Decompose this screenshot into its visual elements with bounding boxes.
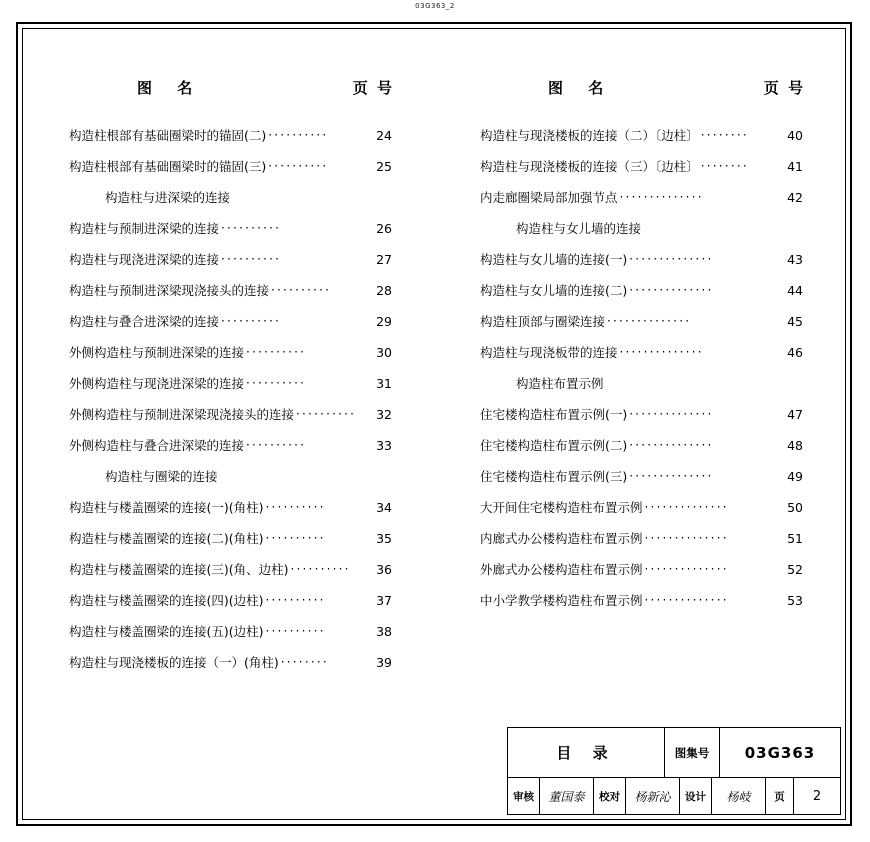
toc-entry[interactable] (41, 347, 416, 378)
title-block-row-bottom (508, 778, 840, 814)
toc-entry[interactable] (452, 533, 827, 564)
toc-entry-title: 构造柱与楼盖圈梁的连接(五)(边柱) (69, 624, 264, 639)
leader-dots: ·········· (265, 625, 326, 637)
toc-entry[interactable] (41, 223, 416, 254)
toc-entry[interactable] (452, 254, 827, 285)
leader-dots: ·········· (221, 253, 282, 265)
checker-signature: 杨新沁 (626, 778, 680, 814)
toc-section-heading (41, 192, 416, 223)
toc-entry-page: 36 (376, 562, 392, 577)
column-header-right (452, 77, 827, 98)
toc-entry-page: 40 (787, 128, 803, 143)
toc-entry-page: 48 (787, 438, 803, 453)
toc-entry-title: 构造柱与楼盖圈梁的连接(三)(角、边柱) (69, 562, 289, 577)
toc-entry-title: 外侧构造柱与预制进深梁的连接 (69, 345, 245, 360)
toc-entry-page: 52 (787, 562, 803, 577)
atlas-number-label: 图集号 (665, 728, 720, 777)
toc-entry-title: 内廊式办公楼构造柱布置示例 (480, 531, 643, 546)
leader-dots: ········ (280, 656, 329, 668)
toc-entry[interactable] (452, 502, 827, 533)
toc-entries-left (41, 130, 416, 688)
toc-entry[interactable] (452, 316, 827, 347)
toc-column-right (434, 29, 845, 819)
toc-entry[interactable] (41, 254, 416, 285)
toc-entry-page: 51 (787, 531, 803, 546)
leader-dots: ········ (700, 160, 749, 172)
toc-entry-page: 29 (376, 314, 392, 329)
page-top-label: 03G363_2 (415, 2, 455, 10)
toc-entry-title: 外侧构造柱与现浇进深梁的连接 (69, 376, 245, 391)
toc-entry-page: 33 (376, 438, 392, 453)
toc-entry-title: 构造柱与叠合进深梁的连接 (69, 314, 220, 329)
leader-dots: ·········· (268, 129, 329, 141)
toc-entry-title: 中小学教学楼构造柱布置示例 (480, 593, 643, 608)
toc-entry[interactable] (452, 347, 827, 378)
toc-entry-page: 35 (376, 531, 392, 546)
designer-label: 设计 (680, 778, 712, 814)
drawing-sheet-inner-border (22, 28, 846, 820)
toc-entry-page: 47 (787, 407, 803, 422)
toc-entry-title: 构造柱与现浇板带的连接 (480, 345, 618, 360)
leader-dots: ·············· (629, 470, 714, 482)
toc-entry-title: 构造柱与现浇进深梁的连接 (69, 252, 220, 267)
toc-entry-page: 46 (787, 345, 803, 360)
leader-dots: ·············· (619, 346, 704, 358)
leader-dots: ·············· (629, 284, 714, 296)
toc-entry[interactable] (41, 378, 416, 409)
toc-entry[interactable] (452, 161, 827, 192)
toc-entry-page: 27 (376, 252, 392, 267)
toc-entry-title: 构造柱与女儿墙的连接(二) (480, 283, 628, 298)
toc-entry[interactable] (41, 626, 416, 657)
toc-section-heading (452, 378, 827, 409)
toc-entry[interactable] (452, 595, 827, 626)
toc-entry-page: 53 (787, 593, 803, 608)
toc-entry[interactable] (41, 440, 416, 471)
toc-entry-page: 43 (787, 252, 803, 267)
toc-entry-title: 外侧构造柱与预制进深梁现浇接头的连接 (69, 407, 295, 422)
toc-entry-title: 外侧构造柱与叠合进深梁的连接 (69, 438, 245, 453)
toc-entry[interactable] (41, 533, 416, 564)
toc-entry-page: 42 (787, 190, 803, 205)
toc-section-title: 构造柱布置示例 (516, 376, 604, 391)
toc-entry[interactable] (41, 161, 416, 192)
leader-dots: ·········· (265, 501, 326, 513)
toc-entry-page: 32 (376, 407, 392, 422)
toc-entry-title: 构造柱与女儿墙的连接(一) (480, 252, 628, 267)
leader-dots: ·········· (290, 563, 351, 575)
leader-dots: ·············· (644, 501, 729, 513)
leader-dots: ·········· (246, 439, 307, 451)
toc-entry[interactable] (41, 316, 416, 347)
leader-dots: ·············· (607, 315, 692, 327)
leader-dots: ·············· (644, 563, 729, 575)
header-name-label: 图 名 (548, 79, 614, 97)
toc-entry-title: 构造柱与楼盖圈梁的连接(四)(边柱) (69, 593, 264, 608)
header-page-label: 页 号 (763, 79, 805, 97)
leader-dots: ·········· (246, 377, 307, 389)
document-title: 目 录 (508, 728, 665, 777)
toc-entry-title: 住宅楼构造柱布置示例(一) (480, 407, 628, 422)
toc-entry-page: 24 (376, 128, 392, 143)
toc-entry[interactable] (41, 409, 416, 440)
title-block (507, 727, 841, 815)
toc-entry[interactable] (41, 595, 416, 626)
toc-entries-right (452, 130, 827, 626)
toc-entry-page: 44 (787, 283, 803, 298)
toc-entry-page: 49 (787, 469, 803, 484)
leader-dots: ·········· (271, 284, 332, 296)
leader-dots: ·········· (296, 408, 357, 420)
leader-dots: ·············· (619, 191, 704, 203)
leader-dots: ·············· (644, 594, 729, 606)
toc-entry[interactable] (452, 440, 827, 471)
toc-section-heading (41, 471, 416, 502)
toc-column-left (23, 29, 434, 819)
toc-entry-title: 内走廊圈梁局部加强节点 (480, 190, 618, 205)
toc-entry-page: 41 (787, 159, 803, 174)
drawing-sheet-border (16, 22, 852, 826)
toc-entry[interactable] (41, 564, 416, 595)
reviewer-signature: 董国泰 (540, 778, 594, 814)
toc-entry-page: 37 (376, 593, 392, 608)
leader-dots: ·············· (629, 253, 714, 265)
toc-entry-title: 构造柱与楼盖圈梁的连接(一)(角柱) (69, 500, 264, 515)
leader-dots: ·········· (265, 594, 326, 606)
toc-entry-title: 构造柱与现浇楼板的连接（一）(角柱) (69, 655, 279, 670)
toc-entry-title: 构造柱与现浇楼板的连接（三）〔边柱〕 (480, 159, 699, 174)
leader-dots: ·········· (265, 532, 326, 544)
toc-entry-page: 25 (376, 159, 392, 174)
toc-entry-title: 外廊式办公楼构造柱布置示例 (480, 562, 643, 577)
toc-entry[interactable] (41, 285, 416, 316)
toc-entry-title: 构造柱与现浇楼板的连接（二）〔边柱〕 (480, 128, 699, 143)
toc-entry-title: 住宅楼构造柱布置示例(二) (480, 438, 628, 453)
toc-entry[interactable] (41, 502, 416, 533)
toc-entry[interactable] (41, 130, 416, 161)
toc-entry[interactable] (41, 657, 416, 688)
toc-entry-title: 构造柱顶部与圈梁连接 (480, 314, 606, 329)
leader-dots: ·············· (629, 439, 714, 451)
toc-entry[interactable] (452, 130, 827, 161)
toc-entry-page: 50 (787, 500, 803, 515)
atlas-number-value: 03G363 (744, 743, 816, 762)
toc-entry-title: 构造柱根部有基础圈梁时的锚固(三) (69, 159, 267, 174)
header-name-label: 图 名 (137, 79, 203, 97)
leader-dots: ·········· (268, 160, 329, 172)
toc-entry-page: 38 (376, 624, 392, 639)
toc-entry-page: 34 (376, 500, 392, 515)
leader-dots: ·············· (629, 408, 714, 420)
page-label: 页 (766, 778, 794, 814)
leader-dots: ·········· (221, 222, 282, 234)
toc-entry-page: 31 (376, 376, 392, 391)
toc-entry-title: 构造柱根部有基础圈梁时的锚固(二) (69, 128, 267, 143)
checker-label: 校对 (594, 778, 626, 814)
toc-entry-title: 构造柱与楼盖圈梁的连接(二)(角柱) (69, 531, 264, 546)
toc-entry-title: 大开间住宅楼构造柱布置示例 (480, 500, 643, 515)
toc-entry[interactable] (452, 409, 827, 440)
column-header-left (41, 77, 416, 98)
leader-dots: ·········· (246, 346, 307, 358)
toc-entry[interactable] (452, 471, 827, 502)
toc-entry[interactable] (452, 192, 827, 223)
title-block-row-top (508, 728, 840, 778)
leader-dots: ·············· (644, 532, 729, 544)
designer-signature: 杨岐 (712, 778, 766, 814)
toc-section-title: 构造柱与进深梁的连接 (105, 190, 231, 205)
toc-section-title: 构造柱与圈梁的连接 (105, 469, 218, 484)
toc-columns (23, 29, 845, 819)
toc-entry[interactable] (452, 564, 827, 595)
toc-section-title: 构造柱与女儿墙的连接 (516, 221, 642, 236)
toc-entry-page: 26 (376, 221, 392, 236)
toc-section-heading (452, 223, 827, 254)
reviewer-label: 审核 (508, 778, 540, 814)
toc-entry-title: 构造柱与预制进深梁现浇接头的连接 (69, 283, 270, 298)
header-page-label: 页 号 (352, 79, 394, 97)
toc-entry[interactable] (452, 285, 827, 316)
toc-entry-page: 30 (376, 345, 392, 360)
leader-dots: ·········· (221, 315, 282, 327)
toc-entry-title: 构造柱与预制进深梁的连接 (69, 221, 220, 236)
page-number: 2 (812, 788, 822, 804)
toc-entry-page: 45 (787, 314, 803, 329)
toc-entry-page: 39 (376, 655, 392, 670)
toc-entry-title: 住宅楼构造柱布置示例(三) (480, 469, 628, 484)
toc-entry-page: 28 (376, 283, 392, 298)
leader-dots: ········ (700, 129, 749, 141)
